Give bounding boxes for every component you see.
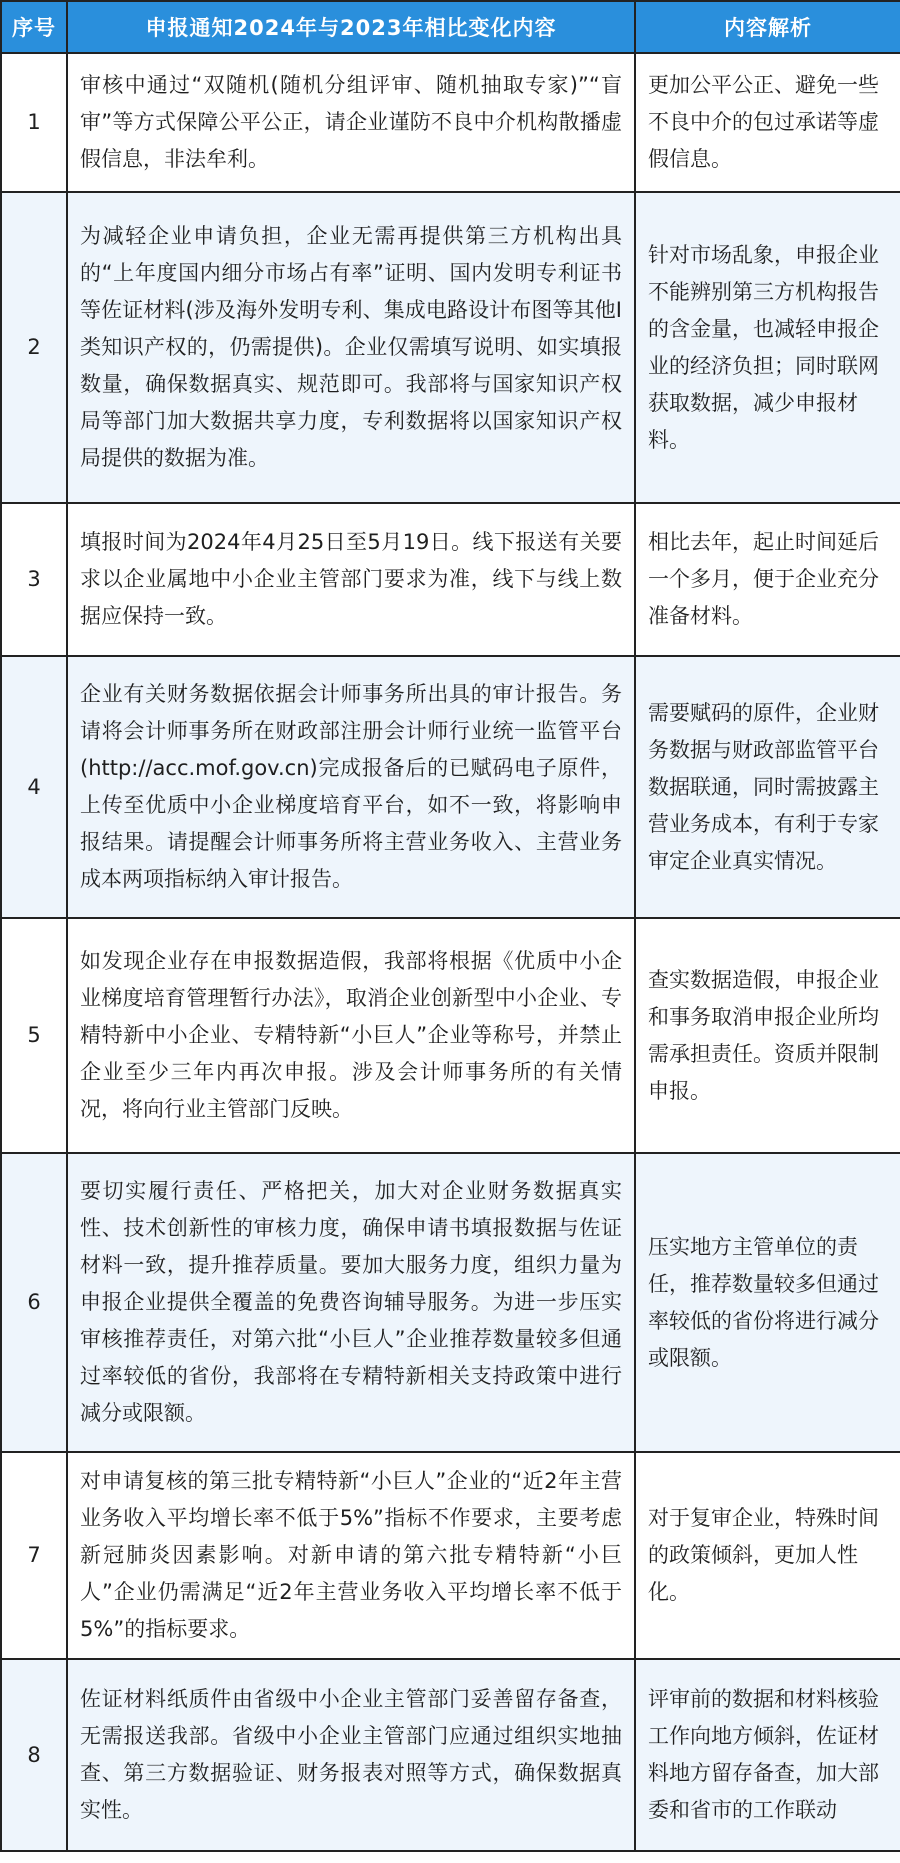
header-row xyxy=(1,1,900,53)
header-index: 序号 xyxy=(1,1,67,53)
row-content: 填报时间为2024年4月25日至5月19日。线下报送有关要求以企业属地中小企业主管部门要求为准，线下与线上数据应保持一致。 xyxy=(67,503,635,656)
header-analysis: 内容解析 xyxy=(635,1,900,53)
row-index: 4 xyxy=(1,656,67,918)
row-analysis: 评审前的数据和材料核验工作向地方倾斜，佐证材料地方留存备查，加大部委和省市的工作联动 xyxy=(635,1659,900,1851)
row-index: 6 xyxy=(1,1153,67,1452)
row-analysis: 需要赋码的原件，企业财务数据与财政部监管平台数据联通，同时需披露主营业务成本，有利于专家审定企业真实情况。 xyxy=(635,656,900,918)
row-index: 5 xyxy=(1,918,67,1153)
row-analysis: 压实地方主管单位的责任，推荐数量较多但通过率较低的省份将进行减分或限额。 xyxy=(635,1153,900,1452)
table-row xyxy=(1,53,900,192)
table-row xyxy=(1,192,900,503)
table-row xyxy=(1,656,900,918)
row-analysis: 对于复审企业，特殊时间的政策倾斜，更加人性化。 xyxy=(635,1452,900,1659)
table-row xyxy=(1,1153,900,1452)
table-row xyxy=(1,918,900,1153)
row-content: 企业有关财务数据依据会计师事务所出具的审计报告。务请将会计师事务所在财政部注册会计师行业统一监管平台(http://acc.mof.gov.cn)完成报备后的已赋码电子原件，上传至优质中小企业梯度培育平台，如不一致，将影响申报结果。请提醒会计师事务所将主营业务收入、主营业务成本两项指标纳入审计报告。 xyxy=(67,656,635,918)
row-index: 1 xyxy=(1,53,67,192)
header-content: 申报通知2024年与2023年相比变化内容 xyxy=(67,1,635,53)
row-content: 如发现企业存在申报数据造假，我部将根据《优质中小企业梯度培育管理暂行办法》，取消企业创新型中小企业、专精特新中小企业、专精特新“小巨人”企业等称号，并禁止企业至少三年内再次申报。涉及会计师事务所的有关情况，将向行业主管部门反映。 xyxy=(67,918,635,1153)
row-index: 7 xyxy=(1,1452,67,1659)
row-analysis: 查实数据造假，申报企业和事务取消申报企业所均需承担责任。资质并限制申报。 xyxy=(635,918,900,1153)
table-row xyxy=(1,503,900,656)
row-content: 要切实履行责任、严格把关，加大对企业财务数据真实性、技术创新性的审核力度，确保申请书填报数据与佐证材料一致，提升推荐质量。要加大服务力度，组织力量为申报企业提供全覆盖的免费咨询辅导服务。为进一步压实审核推荐责任，对第六批“小巨人”企业推荐数量较多但通过率较低的省份，我部将在专精特新相关支持政策中进行减分或限额。 xyxy=(67,1153,635,1452)
row-index: 2 xyxy=(1,192,67,503)
row-content: 佐证材料纸质件由省级中小企业主管部门妥善留存备查，无需报送我部。省级中小企业主管部门应通过组织实地抽查、第三方数据验证、财务报表对照等方式，确保数据真实性。 xyxy=(67,1659,635,1851)
row-analysis: 针对市场乱象，申报企业不能辨别第三方机构报告的含金量，也减轻申报企业的经济负担；同时联网获取数据，减少申报材料。 xyxy=(635,192,900,503)
row-index: 3 xyxy=(1,503,67,656)
row-content: 为减轻企业申请负担，企业无需再提供第三方机构出具的“上年度国内细分市场占有率”证明、国内发明专利证书等佐证材料(涉及海外发明专利、集成电路设计布图等其他I类知识产权的，仍需提供)。企业仅需填写说明、如实填报数量，确保数据真实、规范即可。我部将与国家知识产权局等部门加大数据共享力度，专利数据将以国家知识产权局提供的数据为准。 xyxy=(67,192,635,503)
row-content: 审核中通过“双随机(随机分组评审、随机抽取专家)”“盲审”等方式保障公平公正，请企业谨防不良中介机构散播虚假信息，非法牟利。 xyxy=(67,53,635,192)
row-index: 8 xyxy=(1,1659,67,1851)
row-content: 对申请复核的第三批专精特新“小巨人”企业的“近2年主营业务收入平均增长率不低于5%”指标不作要求，主要考虑新冠肺炎因素影响。对新申请的第六批专精特新“小巨人”企业仍需满足“近2年主营业务收入平均增长率不低于5%”的指标要求。 xyxy=(67,1452,635,1659)
table-row xyxy=(1,1452,900,1659)
table-row xyxy=(1,1659,900,1851)
row-analysis: 更加公平公正、避免一些不良中介的包过承诺等虚假信息。 xyxy=(635,53,900,192)
row-analysis: 相比去年，起止时间延后一个多月，便于企业充分准备材料。 xyxy=(635,503,900,656)
